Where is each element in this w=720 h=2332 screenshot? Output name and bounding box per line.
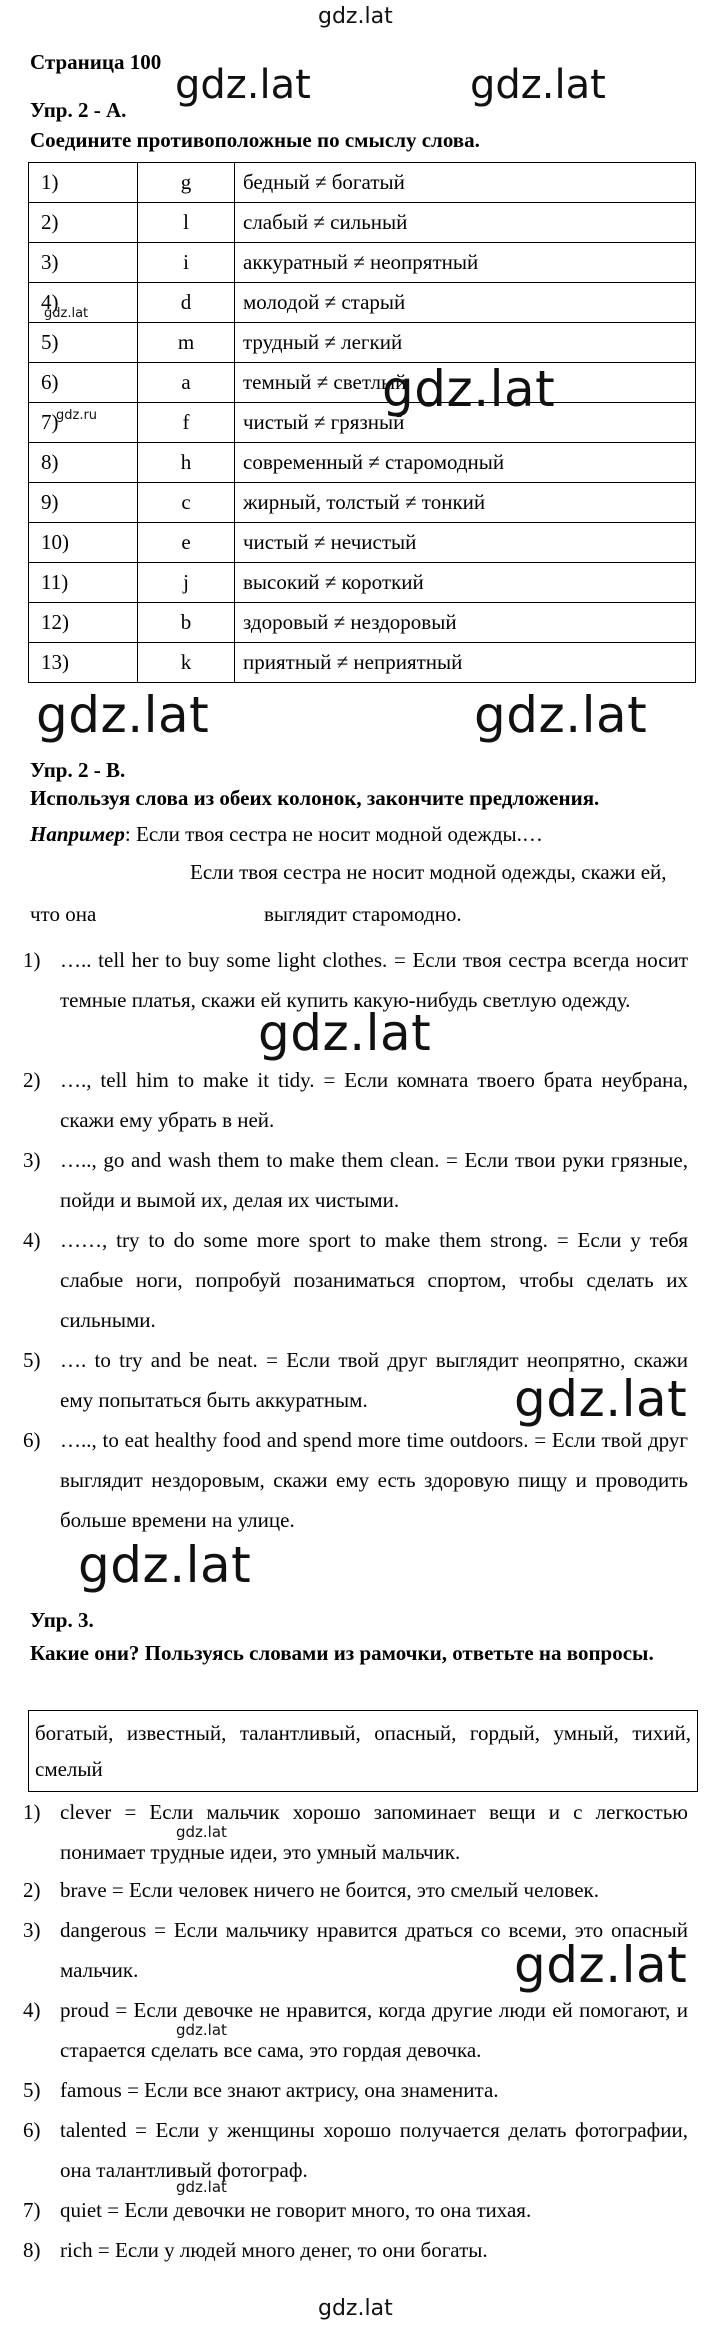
- row-pair: слабый ≠ сильный: [235, 203, 696, 243]
- row-number: 7): [29, 403, 138, 443]
- row-pair: высокий ≠ короткий: [235, 563, 696, 603]
- item-text: famous = Если все знают актрису, она знаменита.: [60, 2078, 499, 2102]
- table-row: [29, 563, 696, 603]
- row-letter: a: [138, 363, 235, 403]
- row-letter: i: [138, 243, 235, 283]
- row-letter: f: [138, 403, 235, 443]
- sentence-item: [23, 1140, 688, 1220]
- row-pair: приятный ≠ неприятный: [235, 643, 696, 683]
- answer-item: [23, 2230, 688, 2270]
- ex3-instruction: Какие они? Пользуясь словами из рамочки, ответьте на вопросы.: [30, 1641, 654, 1665]
- table-row: [29, 363, 696, 403]
- row-letter: d: [138, 283, 235, 323]
- watermark-top: gdz.lat: [318, 4, 393, 29]
- item-text: ….. tell her to buy some light clothes. = Если твоя сестра всегда носит темные платья, скажи ей купить какую-нибудь светлую одежду.: [60, 948, 688, 1012]
- item-text: rich = Если у людей много денег, то они богаты.: [60, 2238, 488, 2262]
- table-row: [29, 403, 696, 443]
- row-letter: k: [138, 643, 235, 683]
- table-row: [29, 483, 696, 523]
- watermark: gdz.lat: [470, 62, 606, 108]
- watermark-small: gdz.lat: [176, 2021, 227, 2039]
- row-pair: бедный ≠ богатый: [235, 163, 696, 203]
- watermark-small: gdz.lat: [176, 1823, 227, 1841]
- row-pair: трудный ≠ легкий: [235, 323, 696, 363]
- table-row: [29, 443, 696, 483]
- answer-item: [23, 2110, 688, 2190]
- item-text: ……, try to do some more sport to make them strong. = Если у тебя слабые ноги, попробуй позаниматься спортом, чтобы сделать их сильными.: [60, 1228, 688, 1332]
- answer-item: [23, 1870, 688, 1910]
- item-text: ….., go and wash them to make them clean. = Если твои руки грязные, пойди и вымой их, делая их чистыми.: [60, 1148, 688, 1212]
- row-number: 9): [29, 483, 138, 523]
- watermark: gdz.lat: [175, 62, 311, 108]
- row-number: 12): [29, 603, 138, 643]
- watermark: gdz.lat: [474, 686, 648, 744]
- row-number: 6): [29, 363, 138, 403]
- item-number: 1): [23, 948, 41, 972]
- ex2b-instruction: Используя слова из обеих колонок, закончите предложения.: [30, 786, 600, 810]
- answer-item: [23, 1792, 688, 1872]
- page-label: Страница 100: [30, 50, 162, 74]
- item-number: 1): [23, 1800, 41, 1824]
- item-text: proud = Если девочке не нравится, когда другие люди ей помогают, и старается сделать все сама, это гордая девочка.: [60, 1998, 688, 2062]
- row-pair: чистый ≠ грязный: [235, 403, 696, 443]
- ex2b-title: Упр. 2 - B.: [30, 758, 126, 782]
- item-number: 4): [23, 1228, 41, 1252]
- row-number: 4): [29, 283, 138, 323]
- example-line-3b: выглядит старомодно.: [264, 902, 462, 926]
- watermark: gdz.lat: [514, 1370, 688, 1428]
- item-text: dangerous = Если мальчику нравится драться со всеми, это опасный мальчик.: [60, 1918, 688, 1982]
- table-row: [29, 203, 696, 243]
- watermark-bottom: gdz.lat: [318, 2296, 393, 2321]
- table-row: [29, 163, 696, 203]
- row-number: 5): [29, 323, 138, 363]
- row-number: 8): [29, 443, 138, 483]
- item-number: 2): [23, 1878, 41, 1902]
- item-number: 6): [23, 2118, 41, 2142]
- table-row: [29, 243, 696, 283]
- item-text: clever = Если мальчик хорошо запоминает вещи и с легкостью понимает трудные идеи, это умный мальчик.: [60, 1800, 688, 1864]
- row-letter: b: [138, 603, 235, 643]
- watermark: gdz.lat: [258, 1004, 432, 1062]
- ex2a-title: Упр. 2 - A.: [30, 98, 127, 122]
- item-number: 2): [23, 1068, 41, 1092]
- item-number: 5): [23, 1348, 41, 1372]
- item-number: 3): [23, 1918, 41, 1942]
- row-letter: j: [138, 563, 235, 603]
- row-letter: m: [138, 323, 235, 363]
- watermark: gdz.lat: [514, 1936, 688, 1994]
- ex2a-instruction: Соедините противоположные по смыслу слова.: [30, 128, 480, 152]
- row-pair: аккуратный ≠ неопрятный: [235, 243, 696, 283]
- row-number: 3): [29, 243, 138, 283]
- word-box: богатый, известный, талантливый, опасный, гордый, умный, тихий, смелый: [28, 1710, 698, 1792]
- row-pair: современный ≠ старомодный: [235, 443, 696, 483]
- item-number: 3): [23, 1148, 41, 1172]
- answer-item: [23, 2190, 688, 2230]
- example-line-1: [30, 822, 543, 847]
- matching-table: [28, 162, 696, 683]
- table-row: [29, 283, 696, 323]
- item-text: …., tell him to make it tidy. = Если комната твоего брата неубрана, скажи ему убрать в ней.: [60, 1068, 688, 1132]
- table-row: [29, 523, 696, 563]
- row-letter: l: [138, 203, 235, 243]
- row-letter: g: [138, 163, 235, 203]
- example-line-2: Если твоя сестра не носит модной одежды, скажи ей,: [190, 860, 667, 884]
- row-number: 1): [29, 163, 138, 203]
- item-number: 7): [23, 2198, 41, 2222]
- item-number: 4): [23, 1998, 41, 2022]
- table-row: [29, 643, 696, 683]
- item-text: ….., to eat healthy food and spend more time outdoors. = Если твой друг выглядит нездоровым, скажи ему есть здоровую пищу и проводить больше времени на улице.: [60, 1428, 688, 1532]
- item-number: 6): [23, 1428, 41, 1452]
- example-label: Например: [30, 822, 125, 846]
- watermark: gdz.lat: [382, 360, 556, 418]
- table-row: [29, 323, 696, 363]
- example-line-3a: что она: [30, 902, 97, 926]
- item-text: …. to try and be neat. = Если твой друг выглядит неопрятно, скажи ему попытаться быть аккуратным.: [60, 1348, 688, 1412]
- answer-item: [23, 2070, 688, 2110]
- row-number: 2): [29, 203, 138, 243]
- example-text: : Если твоя сестра не носит модной одежды.…: [124, 822, 543, 846]
- watermark-small: gdz.ru: [56, 408, 98, 423]
- row-pair: жирный, толстый ≠ тонкий: [235, 483, 696, 523]
- row-number: 11): [29, 563, 138, 603]
- sentence-item: [23, 1420, 688, 1540]
- row-letter: h: [138, 443, 235, 483]
- ex3-title: Упр. 3.: [30, 1608, 94, 1632]
- row-pair: чистый ≠ нечистый: [235, 523, 696, 563]
- sentence-item: [23, 1060, 688, 1140]
- row-letter: c: [138, 483, 235, 523]
- watermark-small: gdz.lat: [176, 2178, 227, 2196]
- item-text: quiet = Если девочки не говорит много, то она тихая.: [60, 2198, 532, 2222]
- row-pair: молодой ≠ старый: [235, 283, 696, 323]
- row-number: 13): [29, 643, 138, 683]
- row-pair: здоровый ≠ нездоровый: [235, 603, 696, 643]
- item-number: 8): [23, 2238, 41, 2262]
- watermark-small: gdz.lat: [44, 306, 89, 321]
- item-text: brave = Если человек ничего не боится, это смелый человек.: [60, 1878, 599, 1902]
- item-text: talented = Если у женщины хорошо получается делать фотографии, она талантливый фотограф.: [60, 2118, 688, 2182]
- row-letter: e: [138, 523, 235, 563]
- row-pair: темный ≠ светлый: [235, 363, 696, 403]
- watermark: gdz.lat: [36, 686, 210, 744]
- item-number: 5): [23, 2078, 41, 2102]
- table-row: [29, 603, 696, 643]
- watermark: gdz.lat: [78, 1536, 252, 1594]
- sentence-item: [23, 1220, 688, 1340]
- row-number: 10): [29, 523, 138, 563]
- answer-item: [23, 1990, 688, 2070]
